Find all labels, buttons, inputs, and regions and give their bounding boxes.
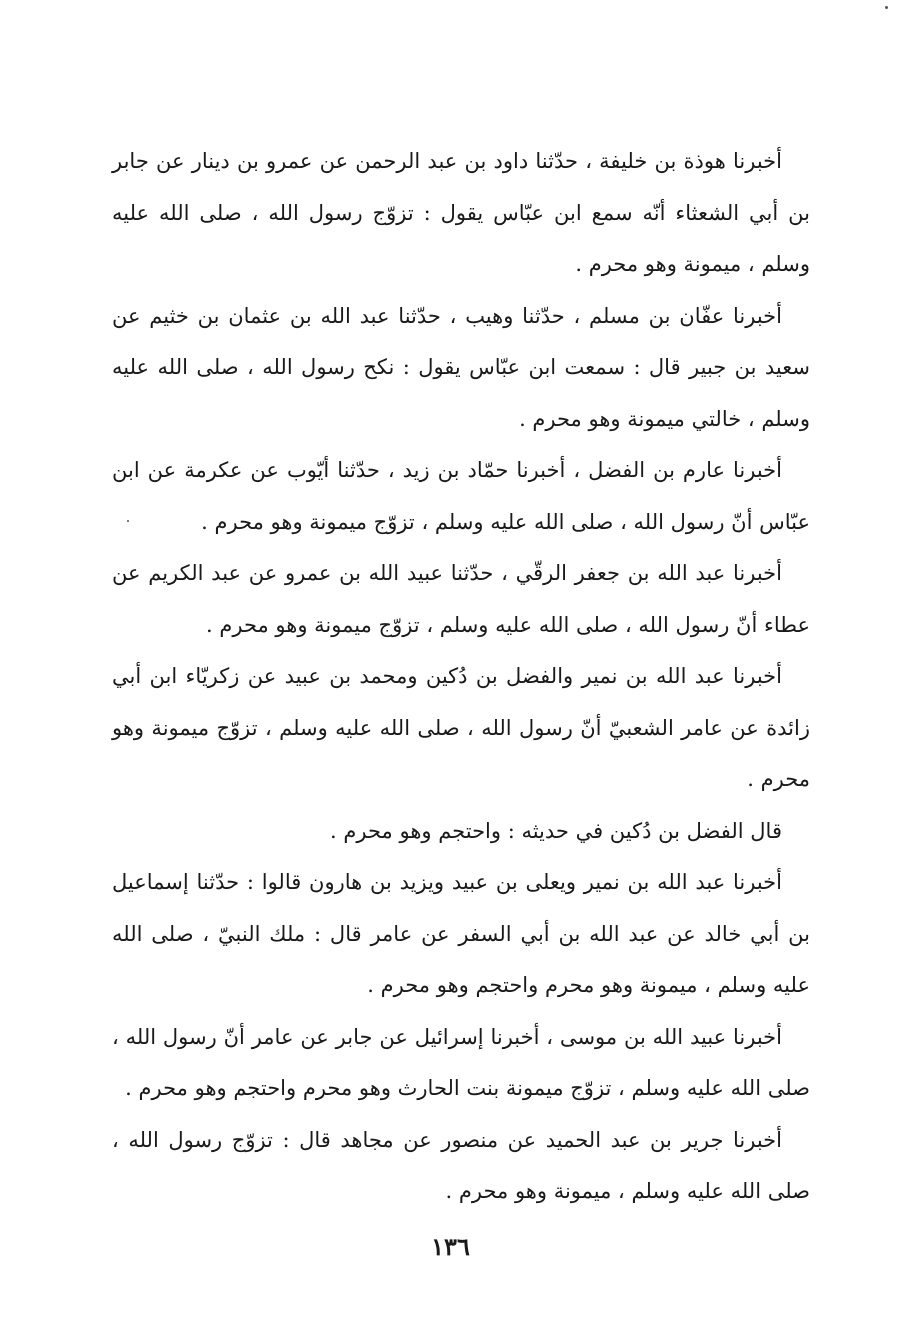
paragraph: أخبرنا عبيد الله بن موسى ، أخبرنا إسرائيل عن جابر عن عامر أنّ رسول الله ، صلى الله عليه وسلم ، تزوّج ميمونة بنت الحارث وهو محرم واحتجم وهو محرم . bbox=[112, 1024, 810, 1100]
paragraph: أخبرنا عبد الله بن نمير والفضل بن دُكين ومحمد بن عبيد عن زكريّاء ابن أبي زائدة عن عامر الشعبيّ أنّ رسول الله ، صلى الله عليه وسلم ، تزوّج ميمونة وهو محرم . bbox=[112, 664, 810, 791]
body-text bbox=[112, 136, 810, 1218]
scan-speck bbox=[885, 6, 888, 9]
paragraph: أخبرنا عبد الله بن نمير ويعلى بن عبيد ويزيد بن هارون قالوا : حدّثنا إسماعيل بن أبي خالد عن عبد الله بن أبي السفر عن عامر قال : ملك النبيّ ، صلى الله عليه وسلم ، ميمونة وهو محرم واحتجم وهو محرم . bbox=[112, 870, 810, 997]
paragraph: أخبرنا عارم بن الفضل ، أخبرنا حمّاد بن زيد ، حدّثنا أيّوب عن عكرمة عن ابن عبّاس أنّ رسول الله ، صلى الله عليه وسلم ، تزوّج ميمونة وهو محرم . bbox=[112, 458, 810, 534]
paragraph: أخبرنا عبد الله بن جعفر الرقّي ، حدّثنا عبيد الله بن عمرو عن عبد الكريم عن عطاء أنّ رسول الله ، صلى الله عليه وسلم ، تزوّج ميمونة وهو محرم . bbox=[112, 561, 810, 637]
paragraph: أخبرنا عفّان بن مسلم ، حدّثنا وهيب ، حدّثنا عبد الله بن عثمان بن خثيم عن سعيد بن جبير قال : سمعت ابن عبّاس يقول : نكح رسول الله ، صلى الله عليه وسلم ، خالتي ميمونة وهو محرم . bbox=[112, 303, 810, 431]
page-number: ١٣٦ bbox=[431, 1232, 470, 1261]
paragraph: أخبرنا جرير بن عبد الحميد عن منصور عن مجاهد قال : تزوّج رسول الله ، صلى الله عليه وسلم ، ميمونة وهو محرم . bbox=[112, 1127, 810, 1203]
paragraph: أخبرنا هوذة بن خليفة ، حدّثنا داود بن عبد الرحمن عن عمرو بن دينار عن جابر بن أبي الشعثاء أنّه سمع ابن عبّاس يقول : تزوّج رسول الله ، صلى الله عليه وسلم ، ميمونة وهو محرم . bbox=[112, 149, 810, 276]
paragraph: قال الفضل بن دُكين في حديثه : واحتجم وهو محرم . bbox=[330, 818, 782, 843]
